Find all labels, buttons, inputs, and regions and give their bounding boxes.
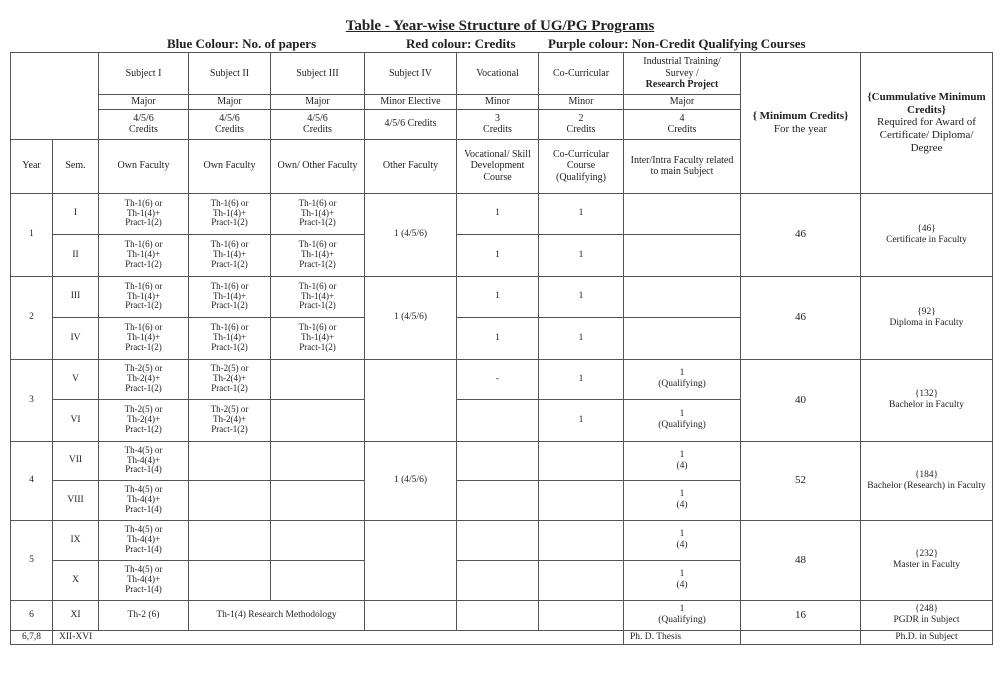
cumulative-cell-line: {46}	[917, 223, 936, 234]
header-minor: Minor	[539, 95, 624, 110]
credits-label: Credits	[483, 124, 512, 135]
paper-line: Th-2(5) or	[124, 404, 163, 415]
paper-line: Th-1(6) or	[298, 239, 337, 250]
sem-cell: VI	[53, 399, 99, 441]
paper-line: Th-1(4)+	[126, 207, 161, 218]
co-curricular-cell: 1	[539, 276, 624, 317]
sem-cell: X	[53, 560, 99, 600]
subject-2-papers	[189, 441, 271, 480]
subject-2-papers	[189, 560, 271, 600]
paper-line: Th-4(5) or	[124, 524, 163, 535]
header-own-faculty: Own Faculty	[189, 139, 271, 193]
cum-sub: Required for Award of Certificate/ Diploma/ Degree	[877, 116, 976, 154]
min-credits-cell: 52	[741, 441, 861, 520]
paper-line: Pract-1(2)	[211, 300, 248, 311]
subject-3-papers	[271, 560, 365, 600]
subject-1-papers	[99, 480, 189, 520]
paper-line: Th-4(5) or	[124, 564, 163, 575]
co-curricular-cell: 1	[539, 234, 624, 276]
legend-purple: Purple colour: Non-Credit Qualifying Courses	[548, 36, 806, 51]
subject-1-papers	[99, 359, 189, 399]
cumulative-cell	[861, 441, 993, 520]
subject-3-papers	[271, 317, 365, 359]
vocational-cell	[457, 441, 539, 480]
sem-cell: IV	[53, 317, 99, 359]
header-blank	[11, 53, 99, 140]
sem-cell: V	[53, 359, 99, 399]
co-curricular-cell	[539, 600, 624, 630]
co-curricular-cell: 1	[539, 317, 624, 359]
paper-line: Pract-1(2)	[211, 341, 248, 352]
program-structure-table	[10, 52, 993, 645]
cumulative-cell	[861, 276, 993, 359]
paper-line: Th-1(4)+	[212, 332, 247, 343]
industrial-cell	[624, 600, 741, 630]
paper-line: Th-4(4)+	[126, 534, 161, 545]
header-subject-3: Subject III	[271, 53, 365, 95]
vocational-cell	[457, 560, 539, 600]
credits-value: 2	[578, 112, 584, 124]
paper-line: Pract-1(2)	[125, 217, 162, 228]
paper-line: Pract-1(2)	[299, 341, 336, 352]
subject-2-papers	[189, 317, 271, 359]
industrial-cell-line: (4)	[676, 460, 688, 471]
paper-line: Pract-1(2)	[211, 258, 248, 269]
cumulative-cell	[861, 193, 993, 276]
subject-2-papers	[189, 359, 271, 399]
paper-line: Th-4(4)+	[126, 574, 161, 585]
header-major: Major	[99, 95, 189, 110]
paper-line: Th-4(4)+	[126, 454, 161, 465]
year-cell: 5	[11, 520, 53, 600]
paper-line: Th-1(4)+	[300, 207, 335, 218]
industrial-cell	[624, 359, 741, 399]
paper-line: Th-2(4)+	[212, 373, 247, 384]
industrial-cell-line: 1	[679, 604, 685, 615]
vocational-cell: 1	[457, 193, 539, 234]
industrial-cell-line: 1	[679, 409, 685, 420]
subject-3-papers	[271, 234, 365, 276]
subject-1-papers	[99, 193, 189, 234]
industrial-cell-line: (Qualifying)	[658, 615, 706, 625]
cumulative-cell-line: {132}	[914, 389, 939, 400]
credits-value: 4/5/6	[133, 112, 154, 124]
subject-4-cell: 1 (4/5/6)	[365, 276, 457, 359]
subject-2-papers	[189, 276, 271, 317]
subject-4-cell	[365, 520, 457, 600]
min-credits-cell: 48	[741, 520, 861, 600]
sem-cell: VIII	[53, 480, 99, 520]
sem-cell: I	[53, 193, 99, 234]
header-industrial-line: Research Project	[645, 79, 719, 91]
header-credits	[539, 109, 624, 139]
paper-line: Pract-1(4)	[125, 464, 162, 475]
vocational-cell: -	[457, 359, 539, 399]
cumulative-cell-line: {248}	[914, 604, 939, 615]
header-credits-inline: 4/5/6 Credits	[365, 109, 457, 139]
paper-line: Th-1(4)+	[300, 332, 335, 343]
subject-4-cell: 1 (4/5/6)	[365, 193, 457, 276]
header-own-other-faculty: Own/ Other Faculty	[271, 139, 365, 193]
header-minor: Minor	[457, 95, 539, 110]
paper-line: Th-4(4)+	[126, 494, 161, 505]
credits-value: 4	[679, 112, 685, 124]
header-credits	[271, 109, 365, 139]
credits-value: 3	[495, 112, 500, 124]
semester-row	[11, 276, 993, 317]
research-methodology-cell: Th-1(4) Research Methodology	[189, 600, 365, 630]
header-major: Major	[189, 95, 271, 110]
paper-line: Th-1(6) or	[124, 239, 163, 250]
cumulative-cell-line: {232}	[914, 549, 939, 560]
subject-1-papers	[99, 441, 189, 480]
industrial-cell-line: (Qualifying)	[658, 379, 706, 389]
industrial-cell	[624, 317, 741, 359]
paper-line: Th-1(6) or	[298, 197, 337, 208]
vocational-cell: 1	[457, 234, 539, 276]
paper-line: Th-2(5) or	[124, 363, 163, 374]
industrial-cell-line: 1	[679, 489, 685, 500]
header-cc-course: Co-Curricular Course (Qualifying)	[539, 139, 624, 193]
paper-line: Th-4(5) or	[124, 444, 163, 455]
sem-cell: II	[53, 234, 99, 276]
paper-line: Pract-1(2)	[299, 217, 336, 228]
paper-line: Pract-1(2)	[125, 300, 162, 311]
industrial-cell-line: 1	[679, 449, 685, 460]
industrial-cell	[624, 399, 741, 441]
subject-3-papers	[271, 276, 365, 317]
header-credits	[624, 109, 741, 139]
subject-2-papers	[189, 480, 271, 520]
paper-line: Th-1(6) or	[210, 197, 249, 208]
paper-line: Pract-1(2)	[125, 423, 162, 434]
min-credits-sub: For the year	[773, 122, 828, 135]
subject-2-papers	[189, 193, 271, 234]
vocational-cell	[457, 399, 539, 441]
year-6-row	[11, 600, 993, 630]
semester-row	[11, 441, 993, 480]
paper-line: Pract-1(4)	[125, 583, 162, 594]
industrial-cell	[624, 441, 741, 480]
sem-cell: XI	[53, 600, 99, 630]
header-minor-elective: Minor Elective	[365, 95, 457, 110]
subject-1-papers	[99, 560, 189, 600]
phd-row	[11, 630, 993, 644]
year-cell: 1	[11, 193, 53, 276]
subject-4-cell	[365, 600, 457, 630]
header-minimum-credits	[741, 53, 861, 194]
paper-line: Th-1(4)+	[212, 290, 247, 301]
paper-line: Th-2(4)+	[212, 414, 247, 425]
subject-3-papers	[271, 480, 365, 520]
header-vsd-course: Vocational/ Skill Development Course	[457, 139, 539, 193]
subject-1-papers	[99, 317, 189, 359]
header-industrial-line: Survey /	[665, 67, 699, 79]
industrial-cell-line: 1	[679, 529, 685, 540]
paper-line: Th-1(6) or	[298, 322, 337, 333]
year-cell: 4	[11, 441, 53, 520]
credits-label: Credits	[667, 124, 697, 135]
cumulative-cell	[861, 359, 993, 441]
vocational-cell	[457, 480, 539, 520]
header-subject-2: Subject II	[189, 53, 271, 95]
header-industrial-training	[624, 53, 741, 95]
industrial-cell-line: (4)	[676, 500, 688, 510]
paper-line: Th-1(4)+	[126, 332, 161, 343]
min-credits-cell	[741, 630, 861, 644]
min-credits-cell: 40	[741, 359, 861, 441]
paper-line: Th-1(4)+	[126, 290, 161, 301]
paper-line: Th-1(4)+	[300, 290, 335, 301]
sem-cell: III	[53, 276, 99, 317]
cumulative-cell-line: Bachelor (Research) in Faculty	[867, 480, 986, 491]
paper-line: Pract-1(2)	[125, 341, 162, 352]
subject-2-papers	[189, 520, 271, 560]
subject-2-papers	[189, 399, 271, 441]
paper-line: Pract-1(4)	[125, 543, 162, 554]
co-curricular-cell	[539, 560, 624, 600]
subject-3-papers	[271, 520, 365, 560]
semester-row	[11, 359, 993, 399]
industrial-cell-line: (4)	[676, 540, 688, 550]
paper-line: Pract-1(2)	[125, 258, 162, 269]
cumulative-cell: Ph.D. in Subject	[861, 630, 993, 644]
header-own-faculty: Own Faculty	[99, 139, 189, 193]
cumulative-cell-line: PGDR in Subject	[893, 615, 960, 625]
cumulative-cell-line: {184}	[914, 469, 939, 480]
header-credits	[189, 109, 271, 139]
subject-1-papers	[99, 520, 189, 560]
header-credits	[99, 109, 189, 139]
semester-row	[11, 520, 993, 560]
credits-label: Credits	[215, 124, 244, 135]
paper-line: Th-1(6) or	[124, 197, 163, 208]
paper-line: Th-1(4)+	[212, 207, 247, 218]
paper-line: Th-1(6) or	[210, 239, 249, 250]
paper-line: Pract-1(2)	[211, 382, 248, 393]
industrial-cell	[624, 560, 741, 600]
paper-line: Th-1(6) or	[124, 322, 163, 333]
credits-label: Credits	[566, 124, 596, 135]
subject-1-papers: Th-2 (6)	[99, 600, 189, 630]
cumulative-cell-line: Diploma in Faculty	[889, 317, 964, 328]
paper-line: Th-1(6) or	[210, 280, 249, 291]
cumulative-cell-line: Certificate in Faculty	[886, 234, 967, 245]
credits-label: Credits	[303, 124, 332, 135]
year-cell: 6	[11, 600, 53, 630]
cumulative-cell	[861, 520, 993, 600]
industrial-cell-line: 1	[679, 569, 685, 580]
header-co-curricular: Co-Curricular	[539, 53, 624, 95]
header-major: Major	[624, 95, 741, 110]
industrial-cell-line: 1	[679, 368, 685, 379]
paper-line: Pract-1(2)	[299, 300, 336, 311]
industrial-cell	[624, 234, 741, 276]
semester-row	[11, 193, 993, 234]
paper-line: Th-4(5) or	[124, 484, 163, 495]
header-major: Major	[271, 95, 365, 110]
co-curricular-cell	[539, 441, 624, 480]
header-cumulative-credits	[861, 53, 993, 194]
industrial-cell	[624, 193, 741, 234]
cumulative-cell	[861, 600, 993, 630]
header-vocational: Vocational	[457, 53, 539, 95]
paper-line: Th-1(6) or	[124, 280, 163, 291]
header-subject-1: Subject I	[99, 53, 189, 95]
co-curricular-cell: 1	[539, 193, 624, 234]
industrial-cell	[624, 480, 741, 520]
paper-line: Th-1(4)+	[300, 249, 335, 260]
sem-cell: XII-XVI	[53, 630, 624, 644]
vocational-cell: 1	[457, 276, 539, 317]
subject-2-papers	[189, 234, 271, 276]
header-subject-4: Subject IV	[365, 53, 457, 95]
header-year: Year	[11, 139, 53, 193]
paper-line: Th-1(4)+	[126, 249, 161, 260]
min-credits-cell: 16	[741, 600, 861, 630]
header-sem: Sem.	[53, 139, 99, 193]
year-cell: 2	[11, 276, 53, 359]
cumulative-cell-line: {92}	[917, 306, 936, 317]
sem-cell: VII	[53, 441, 99, 480]
paper-line: Pract-1(2)	[299, 258, 336, 269]
legend-blue: Blue Colour: No. of papers	[167, 36, 317, 51]
paper-line: Th-2(4)+	[126, 373, 161, 384]
paper-line: Th-2(4)+	[126, 414, 161, 425]
subject-3-papers	[271, 441, 365, 480]
paper-line: Pract-1(4)	[125, 503, 162, 514]
year-cell: 3	[11, 359, 53, 441]
header-other-faculty: Other Faculty	[365, 139, 457, 193]
credits-label: Credits	[129, 124, 158, 135]
subject-3-papers	[271, 399, 365, 441]
year-cell: 6,7,8	[11, 630, 53, 644]
credits-value: 4/5/6	[219, 112, 240, 124]
min-credits-cell: 46	[741, 276, 861, 359]
subject-3-papers	[271, 359, 365, 399]
legend-red: Red colour: Credits	[406, 36, 516, 51]
paper-line: Pract-1(2)	[125, 382, 162, 393]
paper-line: Th-1(4)+	[212, 249, 247, 260]
cum-title: {Cummulative Minimum Credits}	[867, 91, 986, 116]
paper-line: Th-2(5) or	[210, 404, 249, 415]
co-curricular-cell	[539, 520, 624, 560]
paper-line: Th-1(6) or	[210, 322, 249, 333]
industrial-cell	[624, 520, 741, 560]
industrial-cell-line: (4)	[676, 580, 688, 590]
paper-line: Th-1(6) or	[298, 280, 337, 291]
subject-4-cell	[365, 359, 457, 441]
phd-thesis-cell: Ph. D. Thesis	[624, 630, 741, 644]
subject-1-papers	[99, 276, 189, 317]
header-credits	[457, 109, 539, 139]
co-curricular-cell: 1	[539, 359, 624, 399]
header-industrial-line: Industrial Training/	[643, 56, 721, 68]
vocational-cell	[457, 520, 539, 560]
paper-line: Th-2(5) or	[210, 363, 249, 374]
min-credits-cell: 46	[741, 193, 861, 276]
vocational-cell	[457, 600, 539, 630]
subject-4-cell: 1 (4/5/6)	[365, 441, 457, 520]
industrial-cell	[624, 276, 741, 317]
credits-value: 4/5/6	[307, 112, 328, 124]
min-credits-title: { Minimum Credits}	[752, 110, 849, 123]
vocational-cell: 1	[457, 317, 539, 359]
header-inter-intra: Inter/Intra Faculty related to main Subject	[624, 139, 741, 193]
co-curricular-cell: 1	[539, 399, 624, 441]
cumulative-cell-line: Master in Faculty	[892, 560, 960, 570]
paper-line: Pract-1(2)	[211, 217, 248, 228]
page-title: Table - Year-wise Structure of UG/PG Programs	[345, 18, 655, 34]
co-curricular-cell	[539, 480, 624, 520]
subject-3-papers	[271, 193, 365, 234]
subject-1-papers	[99, 399, 189, 441]
paper-line: Pract-1(2)	[211, 423, 248, 434]
cumulative-cell-line: Bachelor in Faculty	[889, 400, 964, 410]
industrial-cell-line: (Qualifying)	[658, 420, 706, 430]
sem-cell: IX	[53, 520, 99, 560]
subject-1-papers	[99, 234, 189, 276]
